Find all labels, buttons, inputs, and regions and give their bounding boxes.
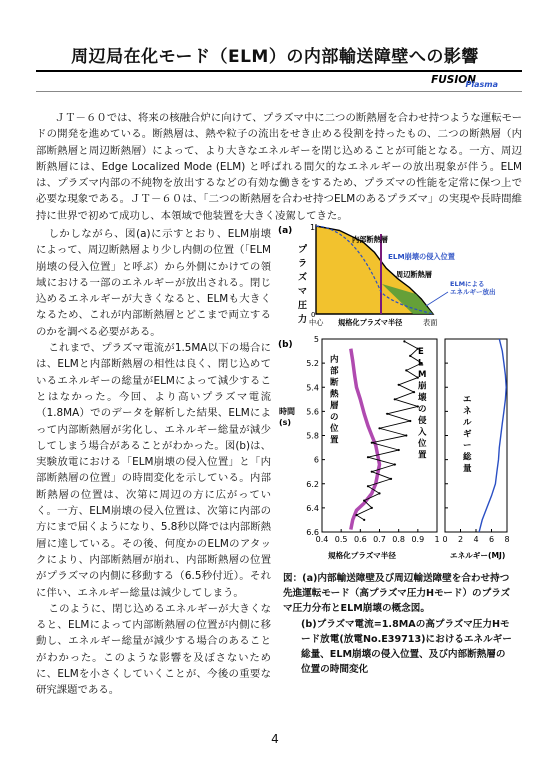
brand-label: FUSION: [431, 74, 476, 86]
y-tick-label: 5.2: [306, 359, 319, 369]
y-tick-label: 6.2: [306, 479, 319, 489]
vertical-char: ズ: [298, 273, 308, 283]
fig-b-right-plot: [445, 339, 507, 532]
vertical-char: 圧: [298, 301, 308, 311]
x-tick-label: 1: [434, 535, 440, 544]
fig-a-label-edge: 周辺断熱層: [396, 270, 432, 279]
elm-point: [409, 420, 411, 422]
title-rule: [36, 70, 522, 72]
y-tick-label: 5.6: [306, 407, 319, 417]
fig-a-ylabel: [298, 243, 308, 325]
y-tick-label: 5.8: [306, 431, 319, 441]
vertical-char: 力: [298, 315, 308, 325]
intro-paragraph: ＪＴ－６０では、将来の核融合炉に向けて、プラズマ中に二つの断熱層を合わせ持つような運転モードの開発を進めている。断熱層は、熱や粒子の流出をせき止める役割を持ったもの、二つの断熱層（内部断熱層と周辺断熱層）によって、より大きなエネルギーを閉じ込めることが可能となる。一方、周辺断熱層には、Edge Localized Mode (ELM) と呼ばれる間欠的なエネルギーの放出現象が伴う。ELMは、プラズマ内部の不純物を放出するなどの有効な働きをするため、プラズマの性能を定常に保つ上で必要な現象である。ＪＴ－６０は、「二つの断熱層を合わせ持つELMのあるプラズマ」の実現や長時間維持に世界で初めて成功し、本領域で他装置を大きく凌駕してきた。: [36, 112, 522, 222]
elm-point: [394, 463, 396, 465]
vertical-char: 崩: [418, 381, 427, 392]
body-paragraph: このように、閉じ込めるエネルギーが大きくなると、ELMによって内部断熱層の位置が内側に移動し、エネルギー総量が減少する場合のあることがわかった。このような影響を及ぼさないために、ELMを小さくしていくことが、今後の重要な研究課題である。: [36, 602, 271, 697]
x-tick-label: 0.8: [392, 535, 406, 544]
fig-b-ylabel-1: 時間: [279, 407, 295, 416]
vertical-char: ル: [463, 418, 472, 428]
vertical-char: 熱: [330, 389, 339, 400]
fig-a-x-surface: 表面: [423, 318, 438, 327]
y-tick-label: 5.4: [306, 383, 319, 393]
elm-point: [371, 471, 373, 473]
elm-point: [378, 492, 380, 494]
vertical-char: エ: [463, 395, 472, 405]
vertical-char: ー: [463, 441, 472, 451]
fig-a-xlabel: 規格化プラズマ半径: [338, 318, 403, 327]
vertical-char: の: [418, 404, 427, 415]
elm-point: [398, 384, 400, 386]
fig-b-label-energy: [463, 395, 472, 474]
vertical-char: 置: [418, 450, 427, 461]
energy-line: [479, 339, 506, 532]
y-tick-label: 6.6: [306, 528, 319, 537]
page-number: 4: [271, 732, 279, 746]
figure-caption: [283, 571, 515, 677]
fig-a-label-inner: 内部断熱層: [352, 235, 388, 244]
x-tick-label: 0.7: [373, 535, 386, 544]
vertical-char: プ: [298, 245, 308, 255]
elm-point: [355, 514, 357, 516]
vertical-char: 位: [418, 439, 427, 449]
elm-point: [413, 391, 415, 393]
vertical-char: L: [418, 358, 424, 369]
elm-point: [398, 449, 400, 451]
x-tick-label: 8: [504, 535, 510, 544]
elm-point: [378, 427, 380, 429]
fig-a-x-center: 中心: [309, 318, 324, 327]
x-tick-label: 0.5: [334, 535, 348, 544]
elm-point: [367, 456, 369, 458]
x-tick-label: 2: [457, 535, 464, 544]
fig-a-plot: [309, 224, 496, 327]
vertical-char: 量: [463, 464, 472, 474]
elm-point: [371, 507, 373, 509]
elm-point: [371, 442, 373, 444]
figure: [278, 222, 520, 562]
x-tick-label: 0: [442, 535, 448, 544]
fig-a-panel-label: (a): [278, 226, 293, 236]
fig-b-label-inner: [329, 354, 339, 446]
elm-point: [390, 478, 392, 480]
fig-a-label-elm-release-1: ELMによる: [450, 280, 485, 288]
vertical-char: 入: [418, 427, 427, 438]
fig-b-ylabel-2: (s): [279, 418, 292, 427]
x-tick-label: 4: [473, 535, 479, 544]
vertical-char: 内: [330, 355, 339, 365]
vertical-char: 断: [330, 378, 339, 388]
y-tick-label: 5: [313, 335, 319, 344]
vertical-char: ネ: [463, 406, 472, 417]
vertical-char: E: [418, 347, 424, 357]
header-rule: [36, 91, 522, 92]
body-paragraph: しかしながら、図(a)に示すとおり、ELM崩壊によって、周辺断熱層より少し内側の位置（「ELM崩壊の侵入位置」と呼ぶ）から外側にかけての領域における一部のエネルギーが放出される。閉じ込めるエネルギーが大きくなると、ELMも大きくなるため、これが内部断熱層とどこまで両立するのかを調べる必要がある。: [36, 228, 271, 338]
elm-point: [363, 519, 365, 521]
body-paragraph: これまで、プラズマ電流が1.5MA以下の場合には、ELMと内部断熱層の相性は良く、閉じ込めているエネルギーの総量がELMによって減少することはなかった。今回、より高いプラズマ電流（1.8MA）でのデータを解析した結果、ELMによって内部断熱層が劣化し、エネルギー総量が減少してしまう場合があることがわかった。図(b)は、実験放電における「ELM崩壊の侵入位置」と「内部断熱層の位置」の時間変化を示している。内部断熱層の位置は、次第に周辺の方に広がっていく。一方、ELM崩壊の侵入位置は、次第に内部の方にまで届くようになり、5.8秒以降では内部断熱層に達している。その後、何度かのELMのアタックにより、内部断熱層が崩れ、内部断熱層の位置がプラズマの内側に移動する（6.5秒付近）。それに伴い、エネルギー総量は減少してしまう。: [36, 342, 271, 599]
fig-b-panel-label: (b): [278, 340, 293, 350]
elm-point: [394, 398, 396, 400]
elm-point: [367, 485, 369, 487]
fig-b-xlabel-right: エネルギー(MJ): [450, 551, 506, 560]
vertical-char: 壊: [418, 393, 427, 403]
vertical-char: 部: [330, 366, 339, 377]
elm-point: [403, 340, 405, 342]
elm-point: [409, 355, 411, 357]
fig-a-y-one: 1: [310, 223, 316, 232]
vertical-char: 位: [330, 424, 339, 434]
fig-a-label-elm-release-2: エネルギー放出: [450, 288, 496, 296]
vertical-char: マ: [298, 287, 308, 297]
y-tick-label: 6.4: [306, 503, 319, 513]
y-tick-label: 6: [313, 455, 319, 465]
vertical-char: ラ: [298, 259, 308, 269]
elm-point: [363, 500, 365, 502]
vertical-char: M: [418, 370, 427, 380]
vertical-char: 層: [330, 401, 339, 411]
elm-point: [405, 369, 407, 371]
elm-penetration-line: [357, 341, 422, 520]
body-column: [36, 226, 271, 699]
brand-sub-label: Plasma: [465, 80, 498, 89]
x-tick-label: 6: [488, 535, 495, 544]
fig-b-label-elm: [417, 347, 427, 461]
page-title: 周辺局在化モード（ELM）の内部輸送障壁への影響: [71, 47, 479, 67]
fig-a-label-elm-position: ELM崩壊の侵入位置: [388, 252, 455, 261]
x-tick-label: 0.9: [411, 535, 425, 544]
inner-barrier-line: [351, 349, 380, 530]
elm-release-pointer: [426, 292, 448, 306]
fig-a-y-zero: 0: [311, 311, 316, 319]
elm-point: [405, 434, 407, 436]
vertical-char: 総: [463, 452, 472, 463]
vertical-char: ギ: [463, 429, 472, 440]
vertical-char: 侵: [418, 416, 427, 426]
x-tick-label: 0.6: [353, 535, 367, 544]
x-tick-label: 0.4: [315, 535, 329, 544]
caption-second: (b)プラズマ電流=1.8MAの高プラズマ圧力Hモード放電(放電No.E39713)におけるエネルギー総量、ELM崩壊の侵入位置、及び内部断熱層の位置の時間変化: [301, 618, 512, 676]
caption-lead: 図：(a)内部輸送障壁及び周辺輸送障壁を合わせ持つ先進運転モード（高プラズマ圧力Hモード）のプラズマ圧力分布とELM崩壊の概念図。: [283, 573, 511, 615]
vertical-char: の: [330, 412, 339, 423]
vertical-char: 置: [330, 435, 339, 446]
elm-point: [386, 413, 388, 415]
fig-b-xlabel-left: 規格化プラズマ半径: [328, 551, 396, 560]
